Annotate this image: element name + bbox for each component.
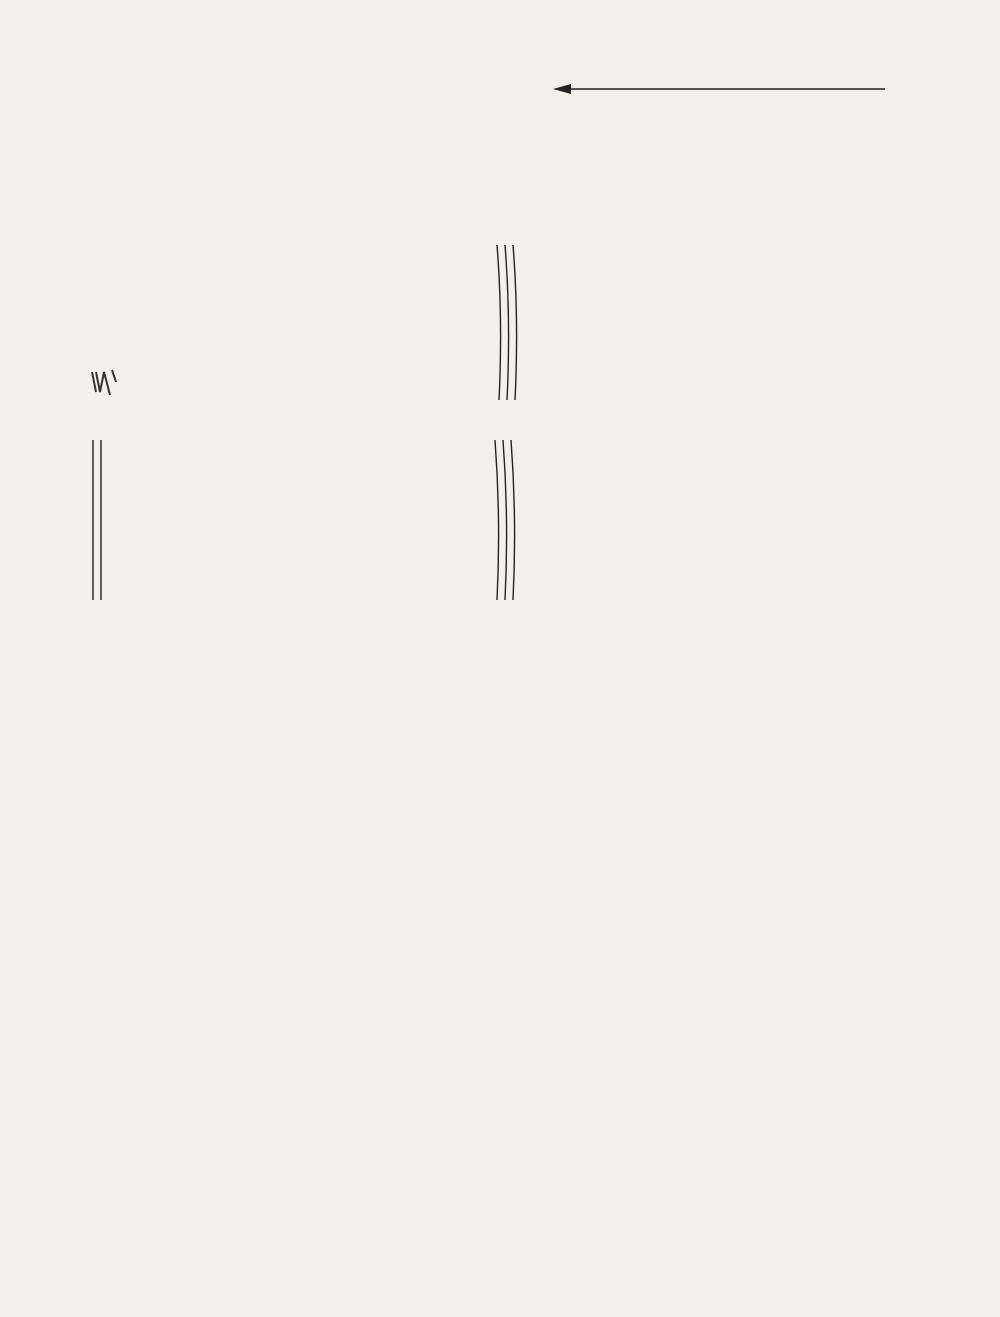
marker-curve-upper2 [505,245,509,400]
marker-curve-lower-right2 [503,440,507,600]
marker-curve-upper3 [513,245,517,400]
marker-curve-lower-right [495,440,499,600]
marker-curve-upper [497,245,501,400]
direction-arrow-head [553,84,571,94]
scribble-mark [92,370,116,395]
article2-left-column [66,1078,506,1082]
marker-curve-lower-right3 [511,440,515,600]
